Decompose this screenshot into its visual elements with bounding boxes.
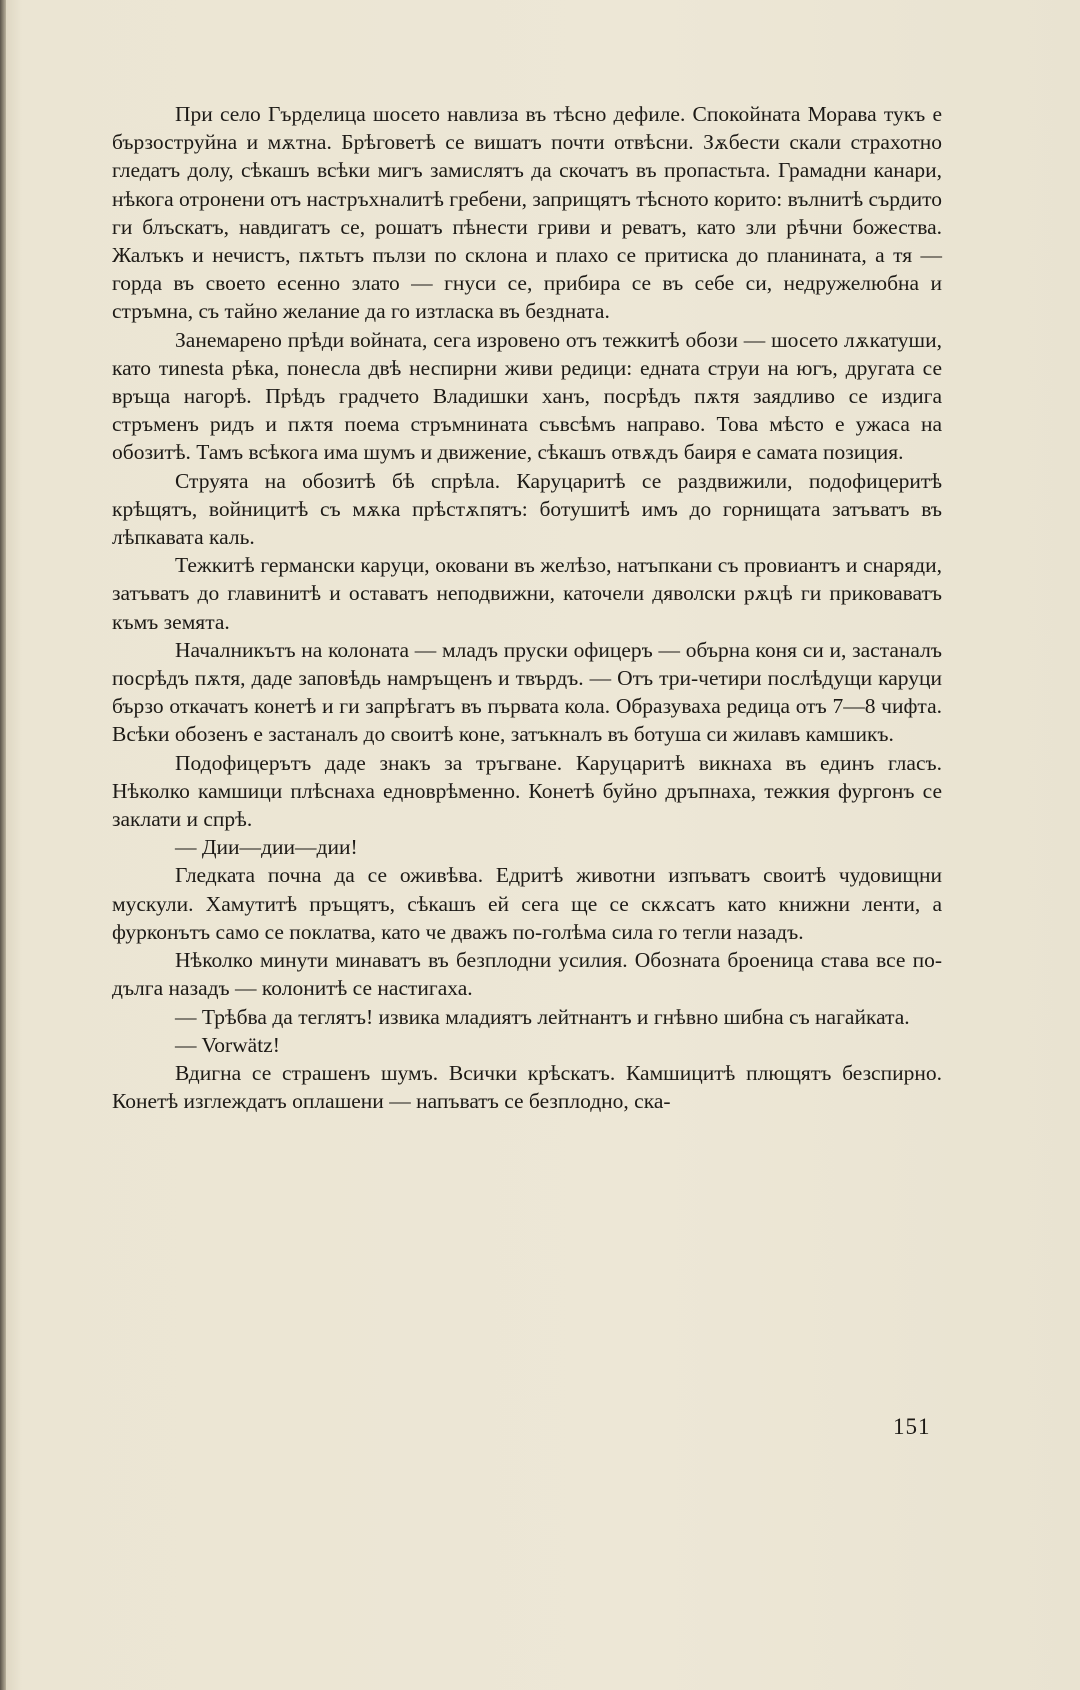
paragraph: Занемарено прѣди войната, сега изровено отъ тежкитѣ обози — шосето лѫкатуши, като тиnesta рѣка, понесла двѣ неспирни живи редици: едната струи на югъ, другата се връща нагорѣ. Прѣдъ градчето Владишки ханъ, посрѣдъ пѫтя заядливо се издига стръменъ ридъ и пѫтя поема стръмнината съвсѣмъ направо. Това мѣсто е ужаса на обозитѣ. Тамъ всѣкога има шумъ и движение, сѣкашъ отвѫдъ баиря е самата позиция. [112,327,942,465]
paragraph: Гледката почна да се оживѣва. Едритѣ животни изпъватъ своитѣ чудовищни мускули. Хамутитѣ пръщятъ, сѣкашъ ей сега ще се скѫсатъ като книжни ленти, а фурконътъ само се поклатва, като че дважъ по-голѣма сила го тегли назадъ. [112,863,942,944]
paragraph: Началникътъ на колоната — младъ пруски офицеръ — обърна коня си и, застаналъ посрѣдъ пѫтя, даде заповѣдь намръщенъ и твърдъ. — Отъ три-четири послѣдущи каруци бързо откачатъ конетѣ и ги запрѣгатъ въ първата кола. Образуваха редица отъ 7—8 чифта. Всѣки обозенъ е застаналъ до своитѣ коне, затъкналъ въ ботуша си жилавъ камшикъ. [112,637,942,747]
paragraph: Нѣколко минути минаватъ въ безплодни усилия. Обозната броеница става все по-дълга назадъ — колонитѣ се настигаха. [112,948,942,1001]
dialogue-line: — Дии—дии—дии! [175,835,358,860]
paragraph: Тежкитѣ германски каруци, оковани въ желѣзо, натъпкани съ провиантъ и снаряди, затъватъ до главинитѣ и оставатъ неподвижни, каточели дяволски рѫцѣ ги приковаватъ къмъ земята. [112,553,942,634]
dialogue-line: — Vorwätz! [175,1032,280,1057]
dialogue-line: — Трѣбва да теглятъ! извика младиятъ лейтнантъ и гнѣвно шибна съ нагайката. [175,1004,910,1029]
paragraph: Подофицерътъ даде знакъ за тръгване. Каруцаритѣ викнаха въ единъ гласъ. Нѣколко камшици плѣснаха едноврѣменно. Конетѣ буйно дръпнаха, тежкия фургонъ се заклати и спрѣ. [112,750,942,832]
paragraph: Струята на обозитѣ бѣ спрѣла. Каруцаритѣ се раздвижили, подофицеритѣ крѣщятъ, войницитѣ съ мѫка прѣстѫпятъ: ботушитѣ имъ до горнищата затъватъ въ лѣпкавата каль. [112,468,942,550]
paragraph: Вдигна се страшенъ шумъ. Всички крѣскатъ. Камшицитѣ плющятъ безспирно. Конетѣ изглеждатъ оплашени — напъватъ се безплодно, ска- [112,1060,942,1114]
page-binding-edge [0,0,6,1690]
paragraph: При село Гърделица шосето навлиза въ тѣсно дефиле. Спокойната Морава тукъ е бързоструйна и мѫтна. Брѣговетѣ се вишатъ почти отвѣсни. Зѫбести скали страхотно гледатъ долу, сѣкашъ всѣки мигъ замислятъ да скочатъ въ пропастьта. Грамадни канари, нѣкога отронени отъ настръхналитѣ гребени, заприщятъ тѣсното корито: вълнитѣ сърдито ги блъскатъ, навдигатъ се, рошатъ пѣнести гриви и реватъ, като зли рѣчни божества. Жалъкъ и нечистъ, пѫтьтъ пълзи по склона и плахо се притиска до планината, а тя — горда въ своето есенно злато — гнуси се, прибира се въ себе си, недружелюбна и стръмна, съ тайно желание да го изтласка въ бездната. [112,102,942,324]
page-number: 151 [893,1414,931,1439]
body-text [112,100,942,1115]
